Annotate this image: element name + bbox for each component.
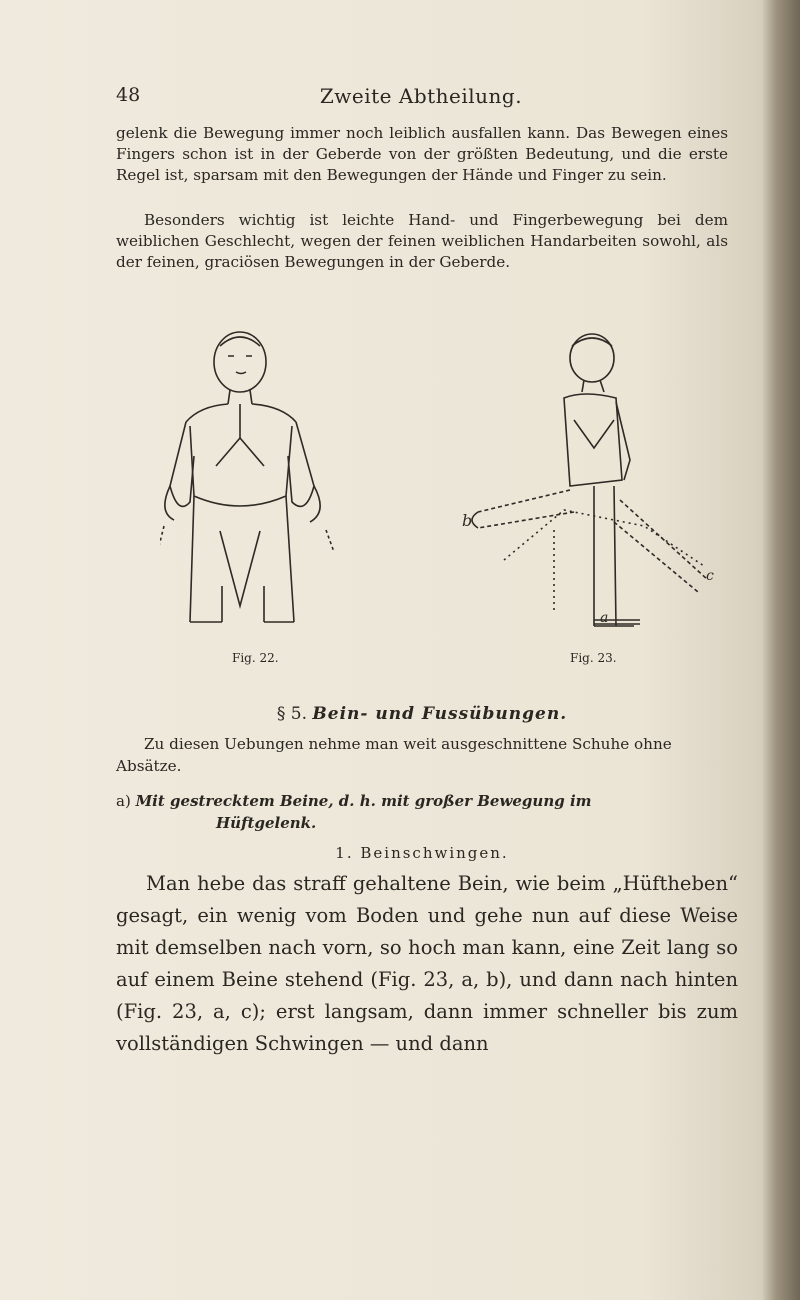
running-title: Zweite Abtheilung. [319, 84, 523, 108]
section-intro: Zu diesen Uebungen nehme man weit ausgeschnittene Schuhe ohne Absätze. [116, 735, 672, 775]
figure-22-illustration [160, 326, 350, 626]
figure-23-caption: Fig. 23. [570, 651, 617, 665]
page-number: 48 [116, 84, 141, 106]
figure-23-label-a: a [600, 610, 609, 626]
exercise-heading: 1. Beinschwingen. [335, 844, 509, 862]
figure-23-label-c: c [706, 568, 714, 584]
exercise-text: Man hebe das straff gehaltene Bein, wie beim „Hüftheben“ gesagt, ein wenig vom Boden und gehe nun auf diese Weise mit demselben nach vorn, so hoch man kann, eine Zeit lang so auf einem Beine stehend (Fig. 23, a, b), und dann nach hinten (Fig. 23, a, c); erst langsam, dann immer schneller bis zum vollständigen Schwingen — und dann [116, 872, 738, 1055]
paragraph-1: gelenk die Bewegung immer noch leiblich ausfallen kann. Das Bewegen eines Fingers schon ist in der Geberde von der größten Bedeutung, und die erste Regel ist, sparsam mit den Bewegungen der Hände und Finger zu sein. [116, 124, 728, 185]
figure-23-label-b: b [462, 511, 473, 530]
section-heading [116, 704, 728, 724]
subsection-title-line1: Mit gestrecktem Beine, d. h. mit großer Bewegung im [135, 792, 592, 810]
subsection-label: a) [116, 792, 131, 810]
page-header [116, 84, 726, 112]
section-number: § 5. [276, 704, 307, 724]
figure-22-caption: Fig. 22. [232, 651, 279, 665]
subsection-title-line2: Hüftgelenk. [216, 814, 317, 832]
subsection-heading [116, 790, 728, 834]
page-edge-shadow [762, 0, 800, 1300]
paragraph-2: Besonders wichtig ist leichte Hand- und Fingerbewegung bei dem weiblichen Geschlecht, wegen der feinen weiblichen Handarbeiten sowohl, als der feinen, graciösen Bewegungen in der Geberde. [116, 211, 728, 272]
section-title: Bein- und Fussübungen. [312, 704, 568, 724]
figure-23-illustration [444, 330, 744, 630]
